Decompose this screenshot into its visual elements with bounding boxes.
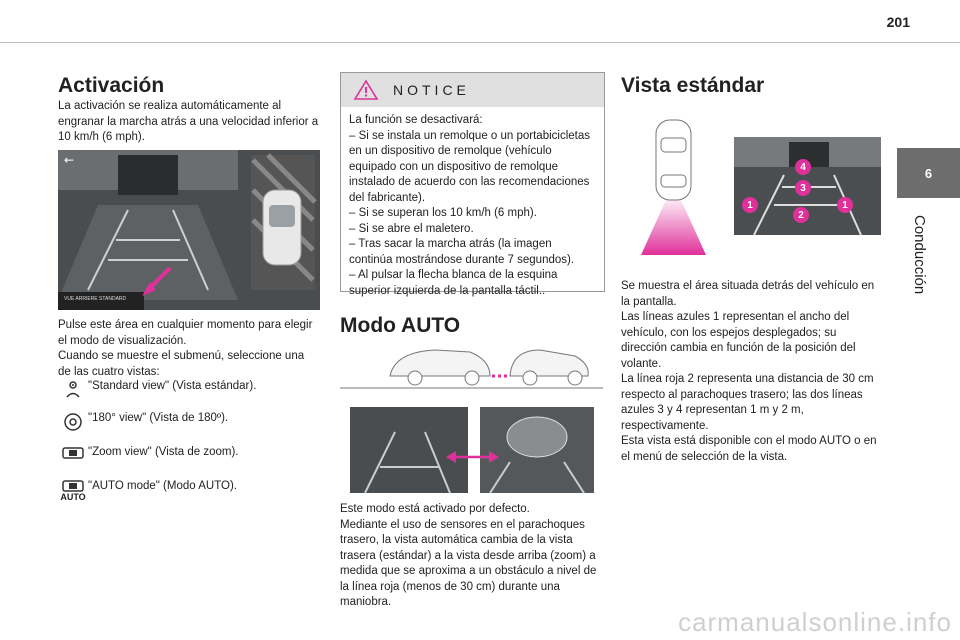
marker-3: 3 (795, 180, 811, 196)
view-option-180 (58, 412, 320, 446)
view-label: "Standard view" (Vista estándar). (88, 380, 257, 392)
standard-view-text (621, 279, 883, 465)
svg-text:←: ← (64, 153, 75, 167)
car-top-view-illustration (621, 110, 726, 260)
warning-icon (353, 79, 379, 101)
notice-header (341, 73, 604, 107)
view-option-auto (58, 480, 320, 514)
chapter-title: Conducción (911, 215, 928, 295)
notice-item: – Si se superan los 10 km/h (6 mph). (349, 207, 537, 219)
auto-mode-screens (350, 407, 594, 493)
view-label: "Zoom view" (Vista de zoom). (88, 446, 239, 458)
header-rule (0, 42, 960, 43)
view-label: "180° view" (Vista de 180º). (88, 412, 229, 424)
paragraph: La línea roja 2 representa una distancia de 30 cm respecto al parachoques trasero; las dos líneas azules 3 y 4 representan 1 m y 2 m, respectivamente. (621, 373, 874, 432)
notice-box (340, 72, 605, 297)
auto-mode-text: Este modo está activado por defecto. Mediante el uso de sensores en el parachoques trasero, la vista automática cambia de la vista trasera (estándar) a la vista desde arriba (zoom) a medida que se aproxima a un obstáculo a nivel de la línea roja (menos de 30 cm) durante una maniobra. (340, 503, 597, 608)
marker-2: 2 (793, 207, 809, 223)
auto-mode-icon (58, 480, 88, 502)
notice-title: NOTICE (393, 82, 470, 98)
view-option-standard (58, 380, 320, 412)
auto-icon-text: AUTO (60, 492, 86, 502)
watermark: carmanualsonline.info (678, 607, 952, 637)
view-option-zoom (58, 446, 320, 480)
paragraph: Esta vista está disponible con el modo AUTO o en el menú de selección de la vista. (621, 435, 877, 463)
rear-camera-screen-image (58, 150, 320, 310)
rear-camera-illustration (58, 150, 320, 310)
notice-lead: La función se desactivará: (349, 114, 483, 126)
notice-item: – Si se instala un remolque o un portabicicletas en un dispositivo de remolque (vehículo equipado con un dispositivo de remolque instalado de acuerdo con las recomendaciones del fabricante). (349, 129, 591, 204)
activation-heading: Activación (58, 74, 165, 97)
chapter-tab[interactable]: 6 (897, 148, 960, 198)
paragraph: Se muestra el área situada detrás del vehículo en la pantalla. (621, 280, 875, 308)
notice-item: – Si se abre el maletero. (349, 222, 474, 235)
zoom-view-icon (58, 446, 88, 460)
notice-item: – Al pulsar la flecha blanca de la esquina superior izquierda de la pantalla táctil.. (349, 269, 558, 297)
auto-mode-heading: Modo AUTO (340, 314, 461, 337)
screen-banner[interactable]: VUE ARRIERE STANDARD (64, 296, 127, 302)
marker-1-left: 1 (742, 197, 758, 213)
parking-cars-illustration (340, 338, 603, 392)
standard-view-icon (58, 380, 88, 402)
page-number: 201 (886, 14, 910, 30)
standard-view-screen (734, 137, 881, 235)
view-label: "AUTO mode" (Modo AUTO). (88, 480, 237, 492)
180-view-icon (58, 412, 88, 432)
standard-view-heading: Vista estándar (621, 74, 765, 97)
notice-item: – Tras sacar la marcha atrás (la imagen continúa mostrándose durante 7 segundos). (349, 238, 575, 266)
activation-intro: La activación se realiza automáticamente al engranar la marcha atrás a una velocidad inferior a 10 km/h (6 mph). (58, 100, 319, 143)
marker-1-right: 1 (837, 197, 853, 213)
marker-4: 4 (795, 159, 811, 175)
activation-instructions: Pulse este área en cualquier momento para elegir el modo de visualización. Cuando se muestre el submenú, seleccione una de las cuatro vistas: (58, 319, 313, 378)
paragraph: Las líneas azules 1 representan el ancho del vehículo, con los espejos desplegados; su dirección cambia en función de la posición del volante. (621, 311, 856, 370)
